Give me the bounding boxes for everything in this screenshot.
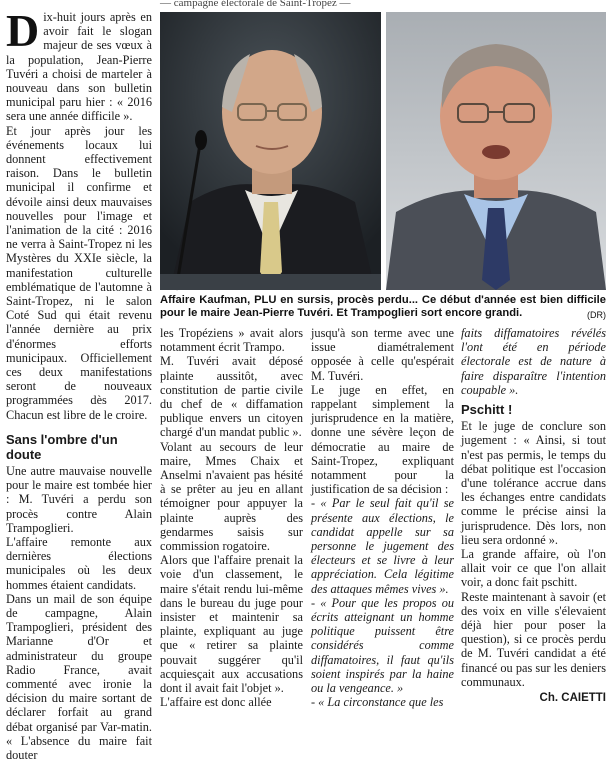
paragraph: L'affaire est donc allée — [160, 695, 272, 710]
paragraph: M. Tuvéri avait déposé plainte aussitôt, avec constitution de partie civile du chef de « diffamation publique envers un citoyen chargé d'un mandat public ». — [160, 354, 303, 440]
quote-paragraph: - « Pour que les propos ou écrits atteignant un homme politique puissent être considérés comme diffamatoires, il faut qu'ils soient inspirés par la haine ou la vengeance. » — [311, 595, 454, 696]
paragraph: Volant au secours de leur maire, Mmes Chaix et Anselmi n'avaient pas hésité à se prêter au jeu en allant témoigner pour appuyer la plainte auprès des gendarmes saisis sur commission rogatoire. — [160, 439, 303, 554]
article-column-2 — [160, 326, 303, 710]
photo-credit: (DR) — [587, 310, 606, 321]
paragraph: Reste maintenant à savoir (et des voix en ville s'élevaient déjà hier pour poser la question), si ce procès perdu de M. Tuvéri candidat a été financé ou pas sur les deniers communaux. — [461, 589, 606, 689]
paragraph: La grande affaire, où l'on allait voir ce que l'on allait voir, a donc fait pschitt. — [461, 547, 606, 590]
paragraph: L'affaire remonte aux dernières élections municipales où les deux hommes étaient candidats. — [6, 534, 152, 592]
section-subhead: Pschitt ! — [461, 402, 513, 418]
quote-paragraph: faits diffamatoires révélés l'ont été en période électorale est de nature à faire disparaître l'intention coupable ». — [461, 326, 606, 397]
quote-paragraph: - « Par le seul fait qu'il se présente aux élections, le candidat appelle sur sa personne le jugement des électeurs et se livre à leur appréciation. Cela légitime des attaques mêmes vives ». — [311, 496, 454, 596]
photo-row — [160, 12, 606, 290]
paragraph: Et le juge de conclure son jugement : « Ainsi, si tout n'est pas permis, le temps du débat politique est l'occasion d'une tolérance accrue dans les échanges entre candidats comme le précise ainsi la jurisprudence. Dès lors, non lieu sera ordonné ». — [461, 419, 606, 547]
dropcap-letter: D — [6, 5, 40, 56]
article-column-3 — [311, 326, 454, 710]
paragraph: Dans un mail de son équipe de campagne, Alain Trampoglieri, président des Marianne d'Or et administrateur du groupe Radio France, avait commenté avec ironie la décision du maire sortant de déclarer forfait au grand débat organisé par Var-matin. « L'absence du maire fait douter — [6, 591, 152, 762]
paragraph: Et jour après jour les événements locaux lui donnent effectivement raison. Dans le bulletin municipal il confirme et dévoile ainsi deux mauvaises nouvelles pour l'image et l'animation de la cité : 2016 ne verra à Saint-Tropez ni les Mystères du XXIe siècle, la manifestation culturelle emblématique de l'automne à Saint-Tropez, ni le salon Coté Sud qui était revenu l'année dernière au prix d'énormes efforts municipaux. Officiellement ces deux manifestations seront de nouveaux programmées dès 2017. Chacun est libre de le croire. — [6, 123, 152, 422]
portrait-illustration-left — [160, 12, 381, 290]
author-signature: Ch. CAIETTI — [539, 692, 606, 705]
article-column-1 — [6, 5, 152, 762]
portrait-illustration-right — [386, 12, 606, 290]
paragraph: Alors que l'affaire prenait la voie d'un classement, le maire s'était rendu lui-même dans le bureau du juge pour insister et maintenir sa plainte, expliquant au juge que « retirer sa plainte pouvait suggérer qu'il acquiesçait aux accusations dont il avait fait l'objet ». — [160, 553, 303, 696]
article-column-4 — [461, 326, 606, 705]
section-subhead: Sans l'ombre d'un doute — [6, 431, 118, 462]
photo-tuveri — [160, 12, 381, 290]
quote-paragraph: - « La circonstance que les — [311, 695, 444, 710]
paragraph: les Tropéziens » avait alors notamment écrit Trampo. — [160, 326, 303, 355]
paragraph: Une autre mauvaise nouvelle pour le maire est tombée hier : M. Tuvéri a perdu son procès contre Alain Trampoglieri. — [6, 463, 152, 535]
photo-trampoglieri — [386, 12, 606, 290]
lead-paragraph: Dix-huit jours après en avoir fait le slogan majeur de ses vœux à la population, Jean-Pierre Tuvéri a choisi de marteler à nouveau dans son bulletin municipal paru hier : « 2016 sera une année difficile ». — [6, 5, 152, 124]
paragraph: jusqu'à son terme avec une issue diamétralement opposée à celle qu'espérait M. Tuvéri. — [311, 326, 454, 383]
paragraph: Le juge en effet, en rappelant simplement la jurisprudence en la matière, donne une sévère leçon de démocratie au maire de Saint-Tropez, expliquant notamment pour la justification de sa décision : — [311, 382, 454, 497]
photo-caption: Affaire Kaufman, PLU en sursis, procès perdu... Ce début d'année est bien difficile pour le maire Jean-Pierre Tuvéri. Et Trampoglieri sort encore grandi. (DR) — [160, 294, 606, 323]
previous-article-strip: — campagne électorale de Saint-Tropez — — [160, 0, 351, 9]
